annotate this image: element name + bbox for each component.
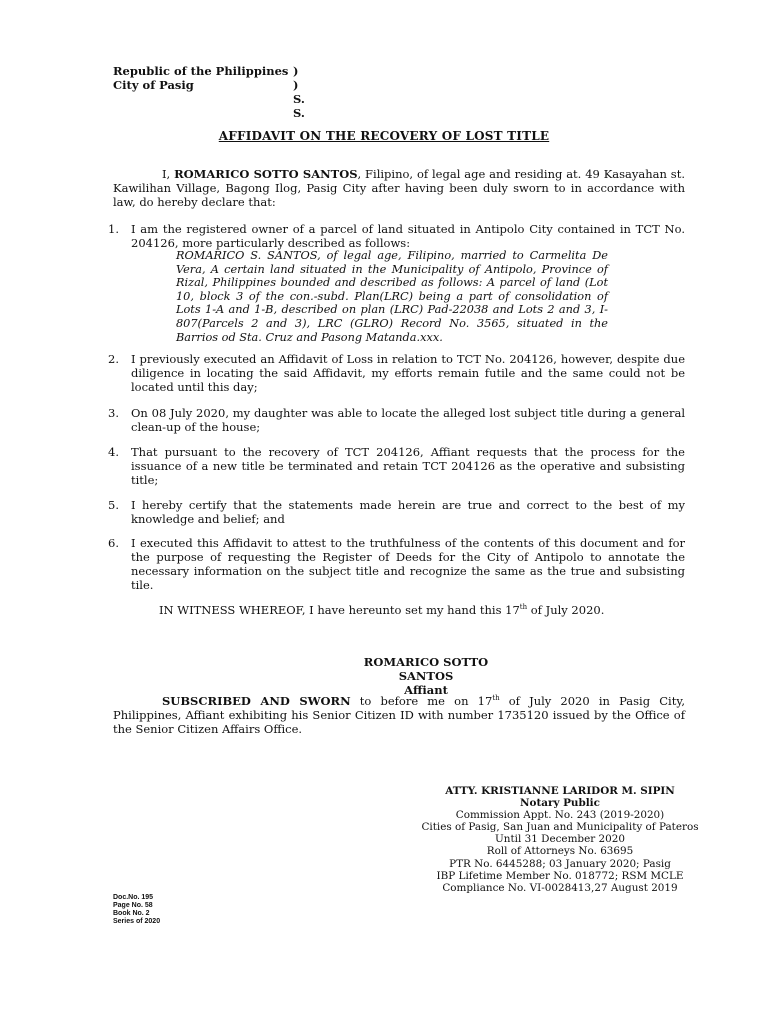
- venue-paren: ): [293, 64, 299, 78]
- affiant-name: ROMARICO SOTTO SANTOS: [363, 655, 489, 683]
- document-title: AFFIDAVIT ON THE RECOVERY OF LOST TITLE: [218, 129, 550, 143]
- venue-city: City of Pasig: [113, 78, 194, 92]
- jurat-lead: SUBSCRIBED AND SWORN: [162, 694, 351, 708]
- page-number: Page No. 58: [113, 902, 153, 909]
- notary-line: PTR No. 6445288; 03 January 2020; Pasig: [449, 857, 671, 870]
- notary-line: Roll of Attorneys No. 63695: [486, 845, 634, 858]
- intro-lead: I,: [162, 167, 175, 181]
- notary-title: Notary Public: [520, 797, 600, 810]
- list-item: [108, 406, 685, 434]
- series-year: Series of 2020: [113, 918, 161, 925]
- book-number: Book No. 2: [113, 910, 150, 917]
- witness-end: of July 2020.: [527, 603, 605, 617]
- jurat-mid: to before me on 17: [350, 694, 493, 708]
- doc-register-info: [113, 894, 160, 926]
- intro-rest: , Filipino, of legal age and residing at. 49 Kasayahan st. Kawilihan Village, Bagong Ilog, Pasig City after having been duly sworn to in accordance with law, do hereby declare that:: [113, 167, 685, 209]
- affiant-name-inline: ROMARICO SOTTO SANTOS: [174, 167, 358, 181]
- item-text: On 08 July 2020, my daughter was able to locate the alleged lost subject title during a general clean-up of the house;: [131, 406, 685, 434]
- item-number: 6.: [108, 536, 119, 550]
- intro-paragraph: [113, 167, 685, 209]
- witness-text: IN WITNESS WHEREOF, I have hereunto set my hand this 17: [159, 603, 520, 617]
- item-number: 4.: [108, 445, 119, 459]
- jurat-sup: th: [492, 694, 500, 703]
- jurat-rest: of July 2020 in Pasig City, Philippines, Affiant exhibiting his Senior Citizen ID with number 1735120 issued by the Office of the Senior Citizen Affairs Office.: [113, 694, 685, 736]
- affiant-role: Affiant: [404, 683, 448, 697]
- notary-line: Commission Appt. No. 243 (2019-2020): [455, 809, 665, 822]
- item-number: 1.: [108, 222, 119, 236]
- item-number: 3.: [108, 406, 119, 420]
- land-description: ROMARICO S. SANTOS, of legal age, Filipino, married to Carmelita De Vera, A certain land situated in the Municipality of Antipolo, Province of Rizal, Philippines bounded and described as follows: A parcel of land (Lot 10, block 3 of the con.-subd. Plan(LRC) being a part of consolidation of Lots 1-A and 1-B, described on plan (LRC) Pad-22038 and Lots 2 and 3, I-807(Parcels 2 and 3), LRC (GLRO) Record No. 3565, situated in the Barrios od Sta. Cruz and Pasong Matanda.xxx.: [176, 249, 608, 344]
- item-text: That pursuant to the recovery of TCT 204126, Affiant requests that the process for the issuance of a new title be terminated and retain TCT 204126 as the operative and subsisting title;: [131, 445, 685, 487]
- item-number: 2.: [108, 352, 119, 366]
- witness-sup: th: [519, 603, 528, 612]
- list-item: [108, 445, 685, 487]
- notary-line: Until 31 December 2020: [495, 833, 625, 846]
- jurat-paragraph: [113, 694, 685, 736]
- item-text: I hereby certify that the statements made herein are true and correct to the best of my knowledge and belief; and: [131, 498, 685, 526]
- affiant-signature-block: [336, 655, 516, 697]
- list-item: [108, 498, 685, 526]
- notary-block: [410, 785, 710, 894]
- notary-line: IBP Lifetime Member No. 018772; RSM MCLE: [436, 869, 684, 882]
- item-text: I executed this Affidavit to attest to the truthfulness of the contents of this document and for the purpose of requesting the Register of Deeds for the City of Antipolo to annotate the necessary information on the subject title and recognize the same as the true and subsisting tile.: [131, 536, 685, 592]
- notary-line: Compliance No. VI-0028413,27 August 2019: [442, 881, 678, 894]
- list-item: [108, 222, 685, 250]
- notary-name: ATTY. KRISTIANNE LARIDOR M. SIPIN: [445, 785, 675, 797]
- doc-number: Doc.No. 195: [113, 894, 154, 901]
- venue-ss: ) S. S.: [293, 78, 305, 120]
- list-item: [108, 536, 685, 592]
- venue-block: [113, 64, 305, 120]
- list-item: [108, 352, 685, 394]
- item-text: I previously executed an Affidavit of Loss in relation to TCT No. 204126, however, despite due diligence in locating the said Affidavit, my efforts remain futile and the same could not be located until this day;: [131, 352, 685, 394]
- notary-line: Cities of Pasig, San Juan and Municipality of Pateros: [421, 821, 699, 834]
- witness-clause: [159, 603, 604, 617]
- venue-country: Republic of the Philippines: [113, 64, 289, 78]
- item-number: 5.: [108, 498, 119, 512]
- item-text: I am the registered owner of a parcel of land situated in Antipolo City contained in TCT No. 204126, more particularly described as follows:: [131, 222, 685, 250]
